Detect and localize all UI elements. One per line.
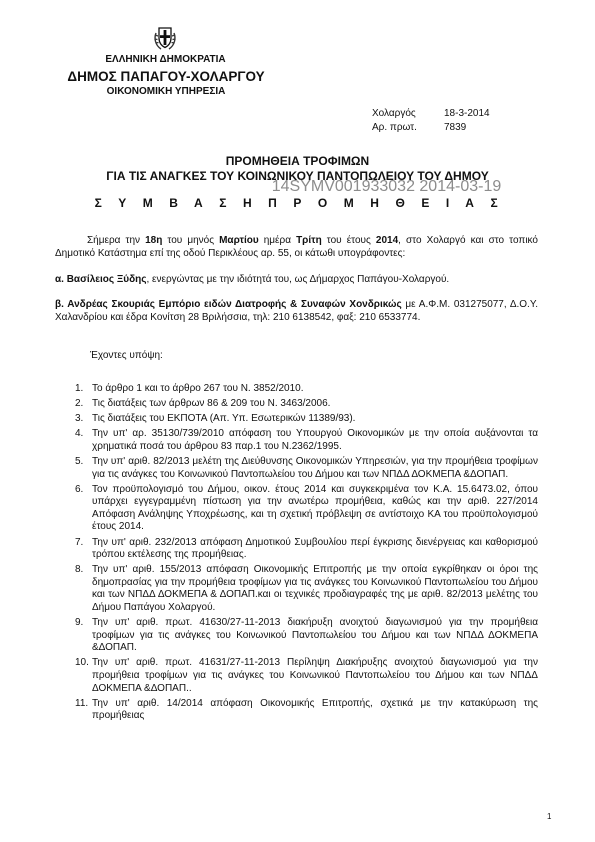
- party-a-name: α. Βασίλειος Ξύδης: [55, 274, 147, 285]
- title-line-2: ΓΙΑ ΤΙΣ ΑΝΑΓΚΕΣ ΤΟΥ ΚΟΙΝΩΝΙΚΟΥ ΠΑΝΤΟΠΩΛΕΙΟΥ ΤΟΥ ΔΗΜΟΥ: [106, 169, 489, 183]
- service-header: ΟΙΚΟΝΟΜΙΚΗ ΥΠΗΡΕΣΙΑ: [106, 86, 226, 97]
- list-item: 5. Την υπ' αριθ. 82/2013 μελέτη της Διεύθυνσης Οικονομικών Υπηρεσιών, για την προμήθεια τροφίμων για τις ανάγκες του Κοινωνικού Παντοπωλείου του Δήμου και των ΝΠΔΔ ΔΟΚΜΕΠΑ &ΔΟΠΑΠ.: [75, 455, 538, 480]
- considering-heading: Έχοντες υπόψη:: [90, 350, 163, 361]
- protocol-label: Αρ. πρωτ.: [372, 122, 417, 133]
- coat-of-arms-icon: [150, 22, 180, 52]
- protocol-line: [372, 122, 466, 133]
- list-item: 9. Την υπ' αριθ. πρωτ. 41630/27-11-2013 διακήρυξη ανοιχτού διαγωνισμού για την προμήθεια τροφίμων για τις ανάγκες του Κοινωνικού Παντοπωλείου του Δήμου και των ΝΠΔΔ ΔΟΚΜΕΠΑ &ΔΟΠΑΠ.: [75, 617, 538, 654]
- intro-month: Μαρτίου: [219, 235, 259, 246]
- registration-stamp: 14SYMV001933032 2014-03-19: [271, 178, 502, 195]
- list-item: 8. Την υπ' αριθ. 155/2013 απόφαση Οικονομικής Επιτροπής με την οποία εγκρίθηκαν οι όροι της δημοπρασίας για την προμήθεια τροφίμων για τις ανάγκες του Κοινωνικού Παντοπωλείου του Δήμου και των ΝΠΔΔ ΔΟΚΜΕΠΑ & ΔΟΠΑΠ.και οι τεχνικές προδιαγραφές της με αριθ. 82/2013 μελέτης του Δήμου Παπάγου Χολαργού.: [75, 564, 538, 613]
- title-contract: Σ Υ Μ Β Α Σ Η Π Ρ Ο Μ Η Θ Ε Ι Α Σ: [94, 196, 501, 210]
- title-line-1: ΠΡΟΜΗΘΕΙΑ ΤΡΟΦΙΜΩΝ: [225, 154, 370, 168]
- list-item: 4. Την υπ' αρ. 35130/739/2010 απόφαση του Υπουργού Οικονομικών με την οποία αυξάνονται τα χρηματικά ποσά του άρθρου 83 παρ.1 του Ν.2362/1995.: [75, 428, 538, 452]
- list-item: 3. Τις διατάξεις του ΕΚΠΟΤΑ (Απ. Υπ. Εσωτερικών 11389/93).: [75, 413, 356, 425]
- intro-day: 18η: [145, 235, 163, 246]
- list-item: 6. Τον προϋπολογισμό του Δήμου, οικον. έτους 2014 και συγκεκριμένα τον Κ.Α. 15.6473.02, όπου υπάρχει εγγεγραμμένη πίστωση για την ανωτέρω προμήθεια, καθώς και την αριθ. 227/2014 Απόφαση Ανάληψης Υποχρέωσης, και τη σχετική πρόβλεψη σε αντίστοιχο ΚΑ του προϋπολογισμού έτους 2014.: [75, 483, 538, 533]
- list-item: 1. Το άρθρο 1 και το άρθρο 267 του Ν. 3852/2010.: [75, 383, 304, 394]
- party-a: α. Βασίλειος Ξύδης, ενεργώντας με την ιδιότητά του, ως Δήμαρχος Παπάγου-Χολαργού.: [55, 274, 450, 285]
- intro-weekday: Τρίτη: [296, 235, 322, 246]
- intro-paragraph: Σήμερα την 18η του μηνός Μαρτίου ημέρα Τρίτη του έτους 2014, στο Χολαργό και στο τοπικό Δημοτικό Κατάστημα επί της οδού Περικλέους αρ. 55, οι κάτωθι υπογράφοντες:: [55, 235, 538, 259]
- party-b-name: β. Ανδρέας Σκουριάς Εμπόριο ειδών Διατροφής & Συναφών Χονδρικώς: [55, 299, 402, 310]
- considerations-list: [75, 383, 538, 725]
- intro-year: 2014: [375, 235, 399, 246]
- party-b: β. Ανδρέας Σκουριάς Εμπόριο ειδών Διατροφής & Συναφών Χονδρικώς με Α.Φ.Μ. 031275077, Δ.Ο.Υ. Χαλανδρίου και έδρα Κονίτση 28 Βριλήσσια, τηλ: 210 6138542, φαξ: 210 6533774.: [55, 299, 539, 323]
- list-item: 10. Την υπ' αριθ. πρωτ. 41631/27-11-2013 Περίληψη Διακήρυξης ανοιχτού διαγωνισμού για την προμήθεια τροφίμων για τις ανάγκες του Κοινωνικού Παντοπωλείου του Δήμου και των ΝΠΔΔ ΔΟΚΜΕΠΑ &ΔΟΠΑΠ..: [75, 657, 538, 694]
- republic-header: ΕΛΛΗΝΙΚΗ ΔΗΜΟΚΡΑΤΙΑ: [105, 54, 226, 65]
- list-item: 11. Την υπ' αριθ. 14/2014 απόφαση Οικονομικής Επιτροπής, σχετικά με την κατακύρωση της προμήθειας: [75, 697, 538, 722]
- document-date: 18-3-2014: [444, 108, 490, 119]
- place-label: Χολαργός: [372, 108, 416, 119]
- page-number: 1: [547, 812, 552, 821]
- list-item: 2. Τις διατάξεις των άρθρων 86 & 209 του Ν. 3463/2006.: [75, 398, 331, 410]
- list-item: 7. Την υπ' αριθ. 232/2013 απόφαση Δημοτικού Συμβουλίου περί έγκρισης διενέργειας και καθορισμού τρόπου εκτέλεσης της προμήθειας.: [75, 536, 538, 561]
- place-date: [372, 108, 490, 119]
- protocol-number: 7839: [444, 122, 467, 133]
- municipality-header: ΔΗΜΟΣ ΠΑΠΑΓΟΥ-ΧΟΛΑΡΓΟΥ: [67, 69, 265, 84]
